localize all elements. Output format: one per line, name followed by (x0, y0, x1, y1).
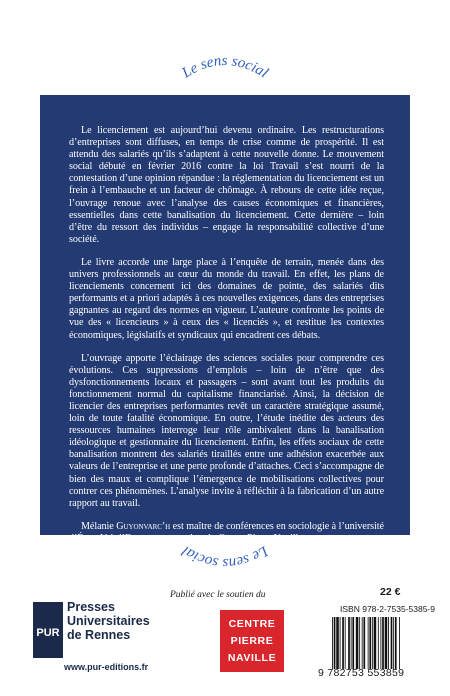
barcode-icon (330, 617, 430, 669)
publisher-name (67, 600, 150, 642)
series-stamp-text-inverted: Le sens social (179, 542, 271, 572)
series-stamp-top (165, 42, 285, 98)
cpn-line-2: PIERRE (230, 635, 274, 647)
publisher-url: www.pur-editions.fr (64, 662, 149, 672)
back-cover-text-panel (40, 95, 410, 544)
author-bio-text: est maître de conférences en sociologie à l’université d’Évry-Val-d’Essonne et membre du Centre Pierre Naville. (69, 520, 384, 544)
blurb-paragraph-2: Le livre accorde une large place à l’enquête de terrain, menée dans des univers professionnels au cœur du monde du travail. En effet, les plans de licenciements concernent ici des domaines de pointe, des salariés dits performants et a priori adaptés à ces nouvelles exigences, dans des entreprises gagnantes au regard des normes en vigueur. L’auteure confronte les points de vue des « licencieurs » à ceux des « licenciés », et restitue les contextes économiques, législatifs et syndicaux qui encadrent ces débats. (69, 256, 384, 341)
blurb-paragraph-1: Le licenciement est aujourd’hui devenu ordinaire. Les restructurations d’entreprises sont diffuses, en temps de crise comme de prospérité. Il est attendu des salariés qu’ils s’adaptent à cette nouvelle donne. Le mouvement social débuté en février 2016 contre la loi Travail s’est nourri de la contestation d’une opinion répandue : la réglementation du licenciement est un frein à l’embauche et un facteur de chômage. À rebours de cette idée reçue, l’ouvrage renoue avec l’analyse des causes économiques et financières, essentielles dans cette banalisation du licenciement. Cette dernière – loin d’être du ressort des individus – engage la responsabilité collective d’une société. (69, 125, 384, 245)
series-stamp-text: Le sens social (179, 52, 271, 82)
support-notice: Publié avec le soutien du (170, 590, 266, 600)
publisher-name-line-2: Universitaires (67, 614, 150, 628)
centre-pierre-naville-logo (220, 610, 284, 672)
publisher-name-line-1: Presses (67, 600, 115, 614)
series-stamp-bottom (165, 526, 285, 582)
svg-text:Le sens social (179, 53, 271, 82)
isbn: ISBN 978-2-7535-5385-9 (340, 604, 435, 614)
barcode-number: 9 782753 553859 (318, 667, 405, 679)
cpn-line-3: NAVILLE (227, 652, 277, 664)
author-first-name: Mélanie (81, 520, 114, 532)
cpn-line-1: CENTRE (228, 618, 276, 630)
pur-logo-text: PUR (36, 627, 60, 639)
svg-text:Le sens social (179, 542, 271, 571)
pur-logo-icon (33, 602, 63, 658)
blurb-paragraph-3: L’ouvrage apporte l’éclairage des sciences sociales pour comprendre ces évolutions. Ces suppressions d’emplois – loin de n’être que des dysfonctionnements locaux et passagers – sont avant tout les produits du fonctionnement normal du capitalisme financiarisé. Ainsi, la décision de licencier des entreprises performantes revêt un caractère stratégique assumé, loin de toute fatalité économique. En outre, l’étude inédite des acteurs des ressources humaines interroge leur rôle ambivalent dans la banalisation idéologique et gestionnaire du licenciement. Enfin, les effets sociaux de cette banalisation montrent des salariés tiraillés entre une adhésion exacerbée aux valeurs de l’entreprise et une perte profonde d’attaches. Ceci s’accompagne de bien des maux et complique l’émergence de mobilisations collectives pour contrer ces phénomènes. L’analyse invite à réfléchir à la fabrication d’un autre rapport au travail. (69, 352, 384, 509)
price: 22 € (380, 586, 401, 598)
publisher-name-line-3: de Rennes (67, 628, 131, 642)
author-last-name: Guyonvarc’h (116, 520, 171, 532)
publisher-block (33, 590, 153, 670)
